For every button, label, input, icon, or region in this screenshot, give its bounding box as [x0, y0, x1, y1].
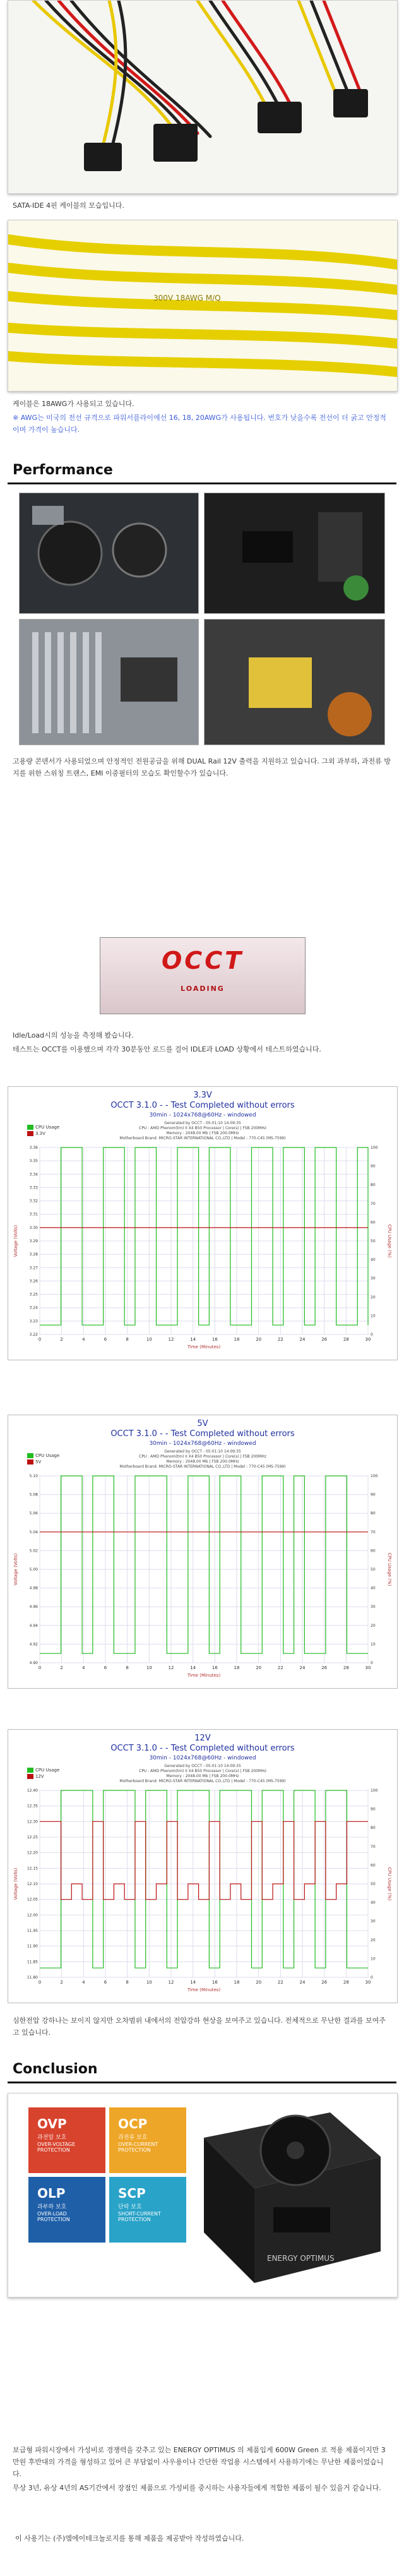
y-tick-label: 3.35 [29, 1159, 38, 1164]
y-tick-label: 5.10 [29, 1474, 38, 1478]
chart-title: 12V [194, 1734, 211, 1743]
y-tick-label: 12.25 [27, 1835, 38, 1840]
internal-photos-grid [19, 493, 385, 744]
y-right-tick-label: 0 [371, 1661, 373, 1665]
y-tick-label: 12.40 [27, 1788, 38, 1793]
y-tick-label: 11.95 [27, 1929, 38, 1933]
chart-config: 30min - 1024x768@60Hz - windowed [149, 1755, 256, 1761]
y-right-axis-label: CPU Usage (%) [387, 1552, 392, 1586]
chart-5v [8, 1415, 398, 1689]
y-right-tick-label: 70 [371, 1530, 376, 1535]
y-right-tick-label: 80 [371, 1183, 376, 1188]
photo-heatsink [19, 619, 199, 745]
y-right-tick-label: 70 [371, 1201, 376, 1206]
y-tick-label: 11.90 [27, 1944, 38, 1949]
y-right-axis-label: CPU Usage (%) [387, 1867, 392, 1901]
conclusion-divider [8, 2082, 396, 2083]
badge-olp [28, 2177, 105, 2243]
y-right-tick-label: 60 [371, 1220, 376, 1225]
badge-olp-ko: 과부하 보호 [37, 2204, 67, 2210]
x-tick-label: 24 [299, 1665, 306, 1670]
x-tick-label: 16 [211, 1980, 218, 1985]
y-right-tick-label: 10 [371, 1314, 376, 1319]
performance-heading: Performance [13, 462, 113, 478]
review-disclaimer: 이 사용기는 (주)엠에이테크놀로지를 통해 제품을 제공받아 작성하였습니다. [15, 2534, 244, 2543]
badge-ovp-en: OVER-VOLTAGE PROTECTION [37, 2142, 76, 2153]
x-tick-label: 24 [299, 1337, 306, 1342]
x-tick-label: 30 [365, 1980, 371, 1985]
y-right-tick-label: 0 [371, 1333, 373, 1337]
conclusion-paragraph-1: 보급형 파워시장에서 가성비로 경쟁력을 갖추고 있는 ENERGY OPTIMUS 의 제품입게 600W Green 로 적용 제품이지만 3만원 후반대의 가격을 형성하고 있어 큰 부담없이 사우용이나 간단한 작업용 시스템에서 사용하기에는 무난한 제품이었습니다. [13, 2446, 386, 2478]
x-tick-label: 14 [190, 1980, 196, 1985]
chart-info-line: Generated by OCCT - 05:01:10 14:09:35 [164, 1764, 241, 1768]
y-right-tick-label: 30 [371, 1276, 376, 1281]
x-tick-label: 16 [211, 1337, 218, 1342]
y-right-tick-label: 20 [371, 1295, 376, 1300]
y-right-tick-label: 10 [371, 1956, 376, 1962]
test-intro-line1: Idle/Load시의 성능을 측정해 봤습니다. [13, 1031, 134, 1039]
x-tick-label: 26 [321, 1980, 328, 1985]
y-tick-label: 4.90 [29, 1661, 38, 1665]
x-tick-label: 26 [321, 1665, 328, 1670]
badge-ovp-ko: 과전압 보호 [37, 2135, 67, 2141]
photo-capacitors [19, 493, 199, 614]
y-tick-label: 3.22 [29, 1333, 38, 1337]
y-tick-label: 12.35 [27, 1804, 38, 1809]
x-tick-label: 2 [60, 1665, 63, 1670]
chart-title: 5V [197, 1419, 208, 1429]
chart-subtitle: OCCT 3.1.0 - - Test Completed without errors [110, 1429, 295, 1439]
y-right-tick-label: 80 [371, 1826, 376, 1831]
y-tick-label: 3.29 [29, 1239, 38, 1243]
conclusion-paragraph-2: 무상 3년, 유상 4년의 AS기간에서 장점인 제품으로 가성비를 중시하는 사용자들에게 적합한 제품이 될수 있을거 같습니다. [13, 2484, 381, 2492]
y-tick-label: 3.26 [29, 1279, 38, 1284]
chart-subtitle: OCCT 3.1.0 - - Test Completed without errors [110, 1101, 295, 1110]
x-tick-label: 10 [146, 1980, 152, 1985]
chart-plot-svg [8, 1087, 397, 1360]
y-tick-label: 3.23 [29, 1319, 38, 1324]
y-tick-label: 12.20 [27, 1850, 38, 1855]
x-tick-label: 28 [343, 1980, 349, 1985]
x-tick-label: 6 [104, 1980, 107, 1985]
y-tick-label: 5.04 [29, 1530, 38, 1535]
y-tick-label: 12.00 [27, 1913, 38, 1918]
y-tick-label: 4.96 [29, 1605, 38, 1610]
badge-scp-en: SHORT-CURRENT PROTECTION [118, 2211, 161, 2222]
x-tick-label: 6 [104, 1665, 107, 1670]
y-right-tick-label: 100 [371, 1474, 378, 1478]
x-tick-label: 10 [146, 1665, 152, 1670]
y-axis-label: Voltage (Volts) [13, 1867, 18, 1900]
x-axis-label: Time (Minutes) [187, 1987, 221, 1992]
x-tick-label: 8 [126, 1337, 129, 1342]
x-tick-label: 14 [190, 1337, 196, 1342]
pcb-image [205, 493, 384, 613]
x-tick-label: 18 [234, 1980, 240, 1985]
y-tick-label: 12.05 [27, 1897, 38, 1902]
test-intro-line2: 테스트는 OCCT를 이용했으며 각각 30분동안 로드를 걸어 IDLE과 LOAD 상황에서 테스트하였습니다. [13, 1045, 321, 1053]
x-tick-label: 20 [256, 1337, 262, 1342]
chart-config: 30min - 1024x768@60Hz - windowed [149, 1112, 256, 1118]
x-tick-label: 0 [38, 1337, 42, 1342]
occt-logo-text: OCCT [162, 947, 244, 974]
badge-ocp-code: OCP [118, 2116, 148, 2131]
chart-info-line: Memory : 2048.00 Mb | FSB 200.0MHz [166, 1774, 239, 1778]
badge-ocp-en: OVER-CURRENT PROTECTION [118, 2142, 158, 2153]
chart-info-line: Memory : 2048.00 Mb | FSB 200.0MHz [166, 1131, 239, 1135]
x-tick-label: 22 [277, 1665, 283, 1670]
y-right-tick-label: 30 [371, 1605, 376, 1610]
x-tick-label: 22 [277, 1337, 283, 1342]
chart-legend-entry: 12V [27, 1774, 44, 1779]
x-tick-label: 8 [126, 1665, 129, 1670]
y-right-tick-label: 60 [371, 1863, 376, 1868]
y-tick-label: 3.30 [29, 1225, 38, 1230]
x-axis-label: Time (Minutes) [187, 1673, 221, 1678]
y-right-tick-label: 20 [371, 1938, 376, 1943]
chart-config: 30min - 1024x768@60Hz - windowed [149, 1441, 256, 1447]
cable-photo-1 [8, 0, 398, 194]
chart-legend-entry: 5V [27, 1459, 41, 1465]
y-tick-label: 3.31 [29, 1212, 38, 1217]
cable-print-text: 300V 18AWG M/Q [153, 294, 221, 303]
x-tick-label: 30 [365, 1337, 371, 1342]
y-tick-label: 11.80 [27, 1975, 38, 1980]
x-tick-label: 16 [211, 1665, 218, 1670]
x-tick-label: 28 [343, 1665, 349, 1670]
y-right-tick-label: 90 [371, 1492, 376, 1497]
caption-awg: 케이블은 18AWG가 사용되고 있습니다. [13, 400, 134, 408]
sata-ide-cable-image [8, 1, 397, 193]
y-right-tick-label: 40 [371, 1586, 376, 1591]
x-tick-label: 4 [82, 1980, 85, 1985]
x-tick-label: 2 [60, 1337, 63, 1342]
chart-legend-entry: CPU Usage [27, 1453, 59, 1458]
x-tick-label: 4 [82, 1665, 85, 1670]
y-right-tick-label: 30 [371, 1919, 376, 1924]
y-right-tick-label: 40 [371, 1257, 376, 1262]
x-tick-label: 0 [38, 1980, 42, 1985]
y-right-tick-label: 90 [371, 1807, 376, 1812]
y-right-tick-label: 50 [371, 1239, 376, 1243]
chart-info-line: CPU : AMD Phenom(tm) II X4 B50 Processor | Core(s) | FSB 200MHz [139, 1126, 266, 1130]
y-tick-label: 4.94 [29, 1623, 38, 1628]
y-right-tick-label: 100 [371, 1788, 378, 1793]
y-right-tick-label: 50 [371, 1567, 376, 1572]
x-tick-label: 2 [60, 1980, 63, 1985]
badge-ovp [28, 2107, 105, 2173]
awg-note: ※ AWG는 미국의 전선 규격으로 파워서플라이에선 16, 18, 20AWG가 사용됩니다. 번호가 낮을수록 전선이 더 굵고 안정적이며 가격이 높습니다. [13, 414, 386, 434]
y-tick-label: 3.27 [29, 1266, 38, 1271]
y-tick-label: 5.06 [29, 1511, 38, 1516]
x-tick-label: 12 [168, 1980, 174, 1985]
x-tick-label: 14 [190, 1665, 196, 1670]
chart-legend-entry: 3.3V [27, 1131, 45, 1136]
x-tick-label: 18 [234, 1665, 240, 1670]
chart-info-line: Motherboard Brand: MICRO-STAR INTERNATIONAL CO.,LTD | Model : 770-C45 (MS-7599) [119, 1136, 286, 1141]
cable-photo-2 [8, 220, 398, 392]
heatsink-image [20, 620, 198, 745]
y-axis-label: Voltage (Volts) [13, 1553, 18, 1586]
y-tick-label: 3.33 [29, 1185, 38, 1190]
x-tick-label: 6 [104, 1337, 107, 1342]
conclusion-heading: Conclusion [13, 2061, 98, 2077]
badge-olp-en: OVER-LOAD PROTECTION [37, 2211, 70, 2222]
chart-info-line: Generated by OCCT - 05:01:10 14:09:35 [164, 1121, 241, 1125]
y-right-tick-label: 40 [371, 1900, 376, 1905]
y-tick-label: 4.98 [29, 1586, 38, 1591]
y-tick-label: 12.15 [27, 1866, 38, 1871]
yellow-cable-image [8, 220, 397, 391]
chart-subtitle: OCCT 3.1.0 - - Test Completed without errors [110, 1744, 295, 1753]
chart-legend-entry: CPU Usage [27, 1768, 59, 1773]
y-tick-label: 5.02 [29, 1549, 38, 1554]
badge-scp-code: SCP [118, 2186, 146, 2201]
chart-info-line: Motherboard Brand: MICRO-STAR INTERNATIONAL CO.,LTD | Model : 770-C45 (MS-7599) [119, 1465, 286, 1469]
y-right-tick-label: 60 [371, 1549, 376, 1554]
y-right-tick-label: 80 [371, 1511, 376, 1516]
chart-plot-svg [8, 1415, 397, 1688]
caption-test-result: 심한전압 강하나는 보이지 않지만 오차범위 내에서의 전압강하 현상을 보여주고 있습니다. 전체적으로 무난한 결과를 보여주고 있습니다. [13, 2016, 386, 2037]
y-tick-label: 5.00 [29, 1567, 38, 1572]
x-tick-label: 20 [256, 1980, 262, 1985]
badge-olp-code: OLP [37, 2186, 66, 2201]
y-tick-label: 3.32 [29, 1199, 38, 1204]
badge-ovp-code: OVP [37, 2116, 67, 2131]
y-axis-label: Voltage (Volts) [13, 1225, 18, 1257]
occt-loading-image [100, 937, 306, 1014]
y-tick-label: 4.92 [29, 1642, 38, 1647]
x-tick-label: 18 [234, 1337, 240, 1342]
product-banner [8, 2093, 398, 2297]
x-tick-label: 28 [343, 1337, 349, 1342]
badge-scp-ko: 단락 보호 [118, 2204, 142, 2210]
chart-plot-svg [8, 1730, 397, 2003]
x-tick-label: 10 [146, 1337, 152, 1342]
chart-title: 3.3V [193, 1091, 212, 1100]
badge-ocp [109, 2107, 186, 2173]
y-right-tick-label: 10 [371, 1642, 376, 1647]
y-right-axis-label: CPU Usage (%) [387, 1224, 392, 1258]
transformer-image [205, 620, 384, 745]
badge-scp [109, 2177, 186, 2243]
y-right-tick-label: 90 [371, 1164, 376, 1169]
x-tick-label: 24 [299, 1980, 306, 1985]
x-axis-label: Time (Minutes) [187, 1345, 221, 1350]
y-tick-label: 3.25 [29, 1292, 38, 1297]
chart-legend-entry: CPU Usage [27, 1125, 59, 1130]
x-tick-label: 20 [256, 1665, 262, 1670]
psu-product-image [191, 2100, 393, 2289]
x-tick-label: 12 [168, 1665, 174, 1670]
chart-12v [8, 1729, 398, 2003]
photo-pcb [204, 493, 385, 614]
y-tick-label: 3.36 [29, 1146, 38, 1150]
chart-info-line: CPU : AMD Phenom(tm) II X4 B50 Processor | Core(s) | FSB 200MHz [139, 1454, 266, 1459]
y-right-tick-label: 70 [371, 1844, 376, 1849]
chart-info-line: Motherboard Brand: MICRO-STAR INTERNATIONAL CO.,LTD | Model : 770-C45 (MS-7599) [119, 1779, 286, 1783]
y-right-tick-label: 20 [371, 1623, 376, 1628]
y-tick-label: 11.85 [27, 1960, 38, 1965]
chart-3-3v [8, 1086, 398, 1360]
x-tick-label: 4 [82, 1337, 85, 1342]
photo-transformer [204, 619, 385, 745]
performance-divider [8, 482, 396, 484]
chart-info-line: CPU : AMD Phenom(tm) II X4 B50 Processor | Core(s) | FSB 200MHz [139, 1769, 266, 1773]
y-tick-label: 5.08 [29, 1492, 38, 1497]
psu-label: ENERGY OPTIMUS [267, 2254, 335, 2263]
x-tick-label: 12 [168, 1337, 174, 1342]
capacitor-image [20, 493, 198, 613]
y-tick-label: 12.30 [27, 1819, 38, 1824]
x-tick-label: 26 [321, 1337, 328, 1342]
caption-performance: 고용량 콘덴서가 사용되었으며 안정적인 전원공급을 위해 DUAL Rail 12V 출력을 지원하고 있습니다. 그외 과부하, 과전류 방지를 위한 스위칭 트랜스, EMI 이중필터의 모습도 확인할수가 있습니다. [13, 757, 391, 777]
y-right-tick-label: 100 [371, 1146, 378, 1150]
y-tick-label: 3.24 [29, 1305, 38, 1310]
occt-loading-text: LOADING [181, 985, 225, 993]
badge-ocp-ko: 과전류 보호 [118, 2135, 148, 2141]
y-right-tick-label: 0 [371, 1975, 373, 1980]
chart-info-line: Memory : 2048.00 Mb | FSB 200.0MHz [166, 1459, 239, 1464]
x-tick-label: 0 [38, 1665, 42, 1670]
y-tick-label: 3.28 [29, 1252, 38, 1257]
x-tick-label: 30 [365, 1665, 371, 1670]
x-tick-label: 22 [277, 1980, 283, 1985]
y-tick-label: 3.34 [29, 1172, 38, 1177]
y-tick-label: 12.10 [27, 1882, 38, 1886]
x-tick-label: 8 [126, 1980, 129, 1985]
y-right-tick-label: 50 [371, 1882, 376, 1886]
caption-sata-ide: SATA-IDE 4핀 케이블의 모습입니다. [13, 201, 124, 210]
chart-info-line: Generated by OCCT - 05:01:10 14:09:35 [164, 1449, 241, 1454]
